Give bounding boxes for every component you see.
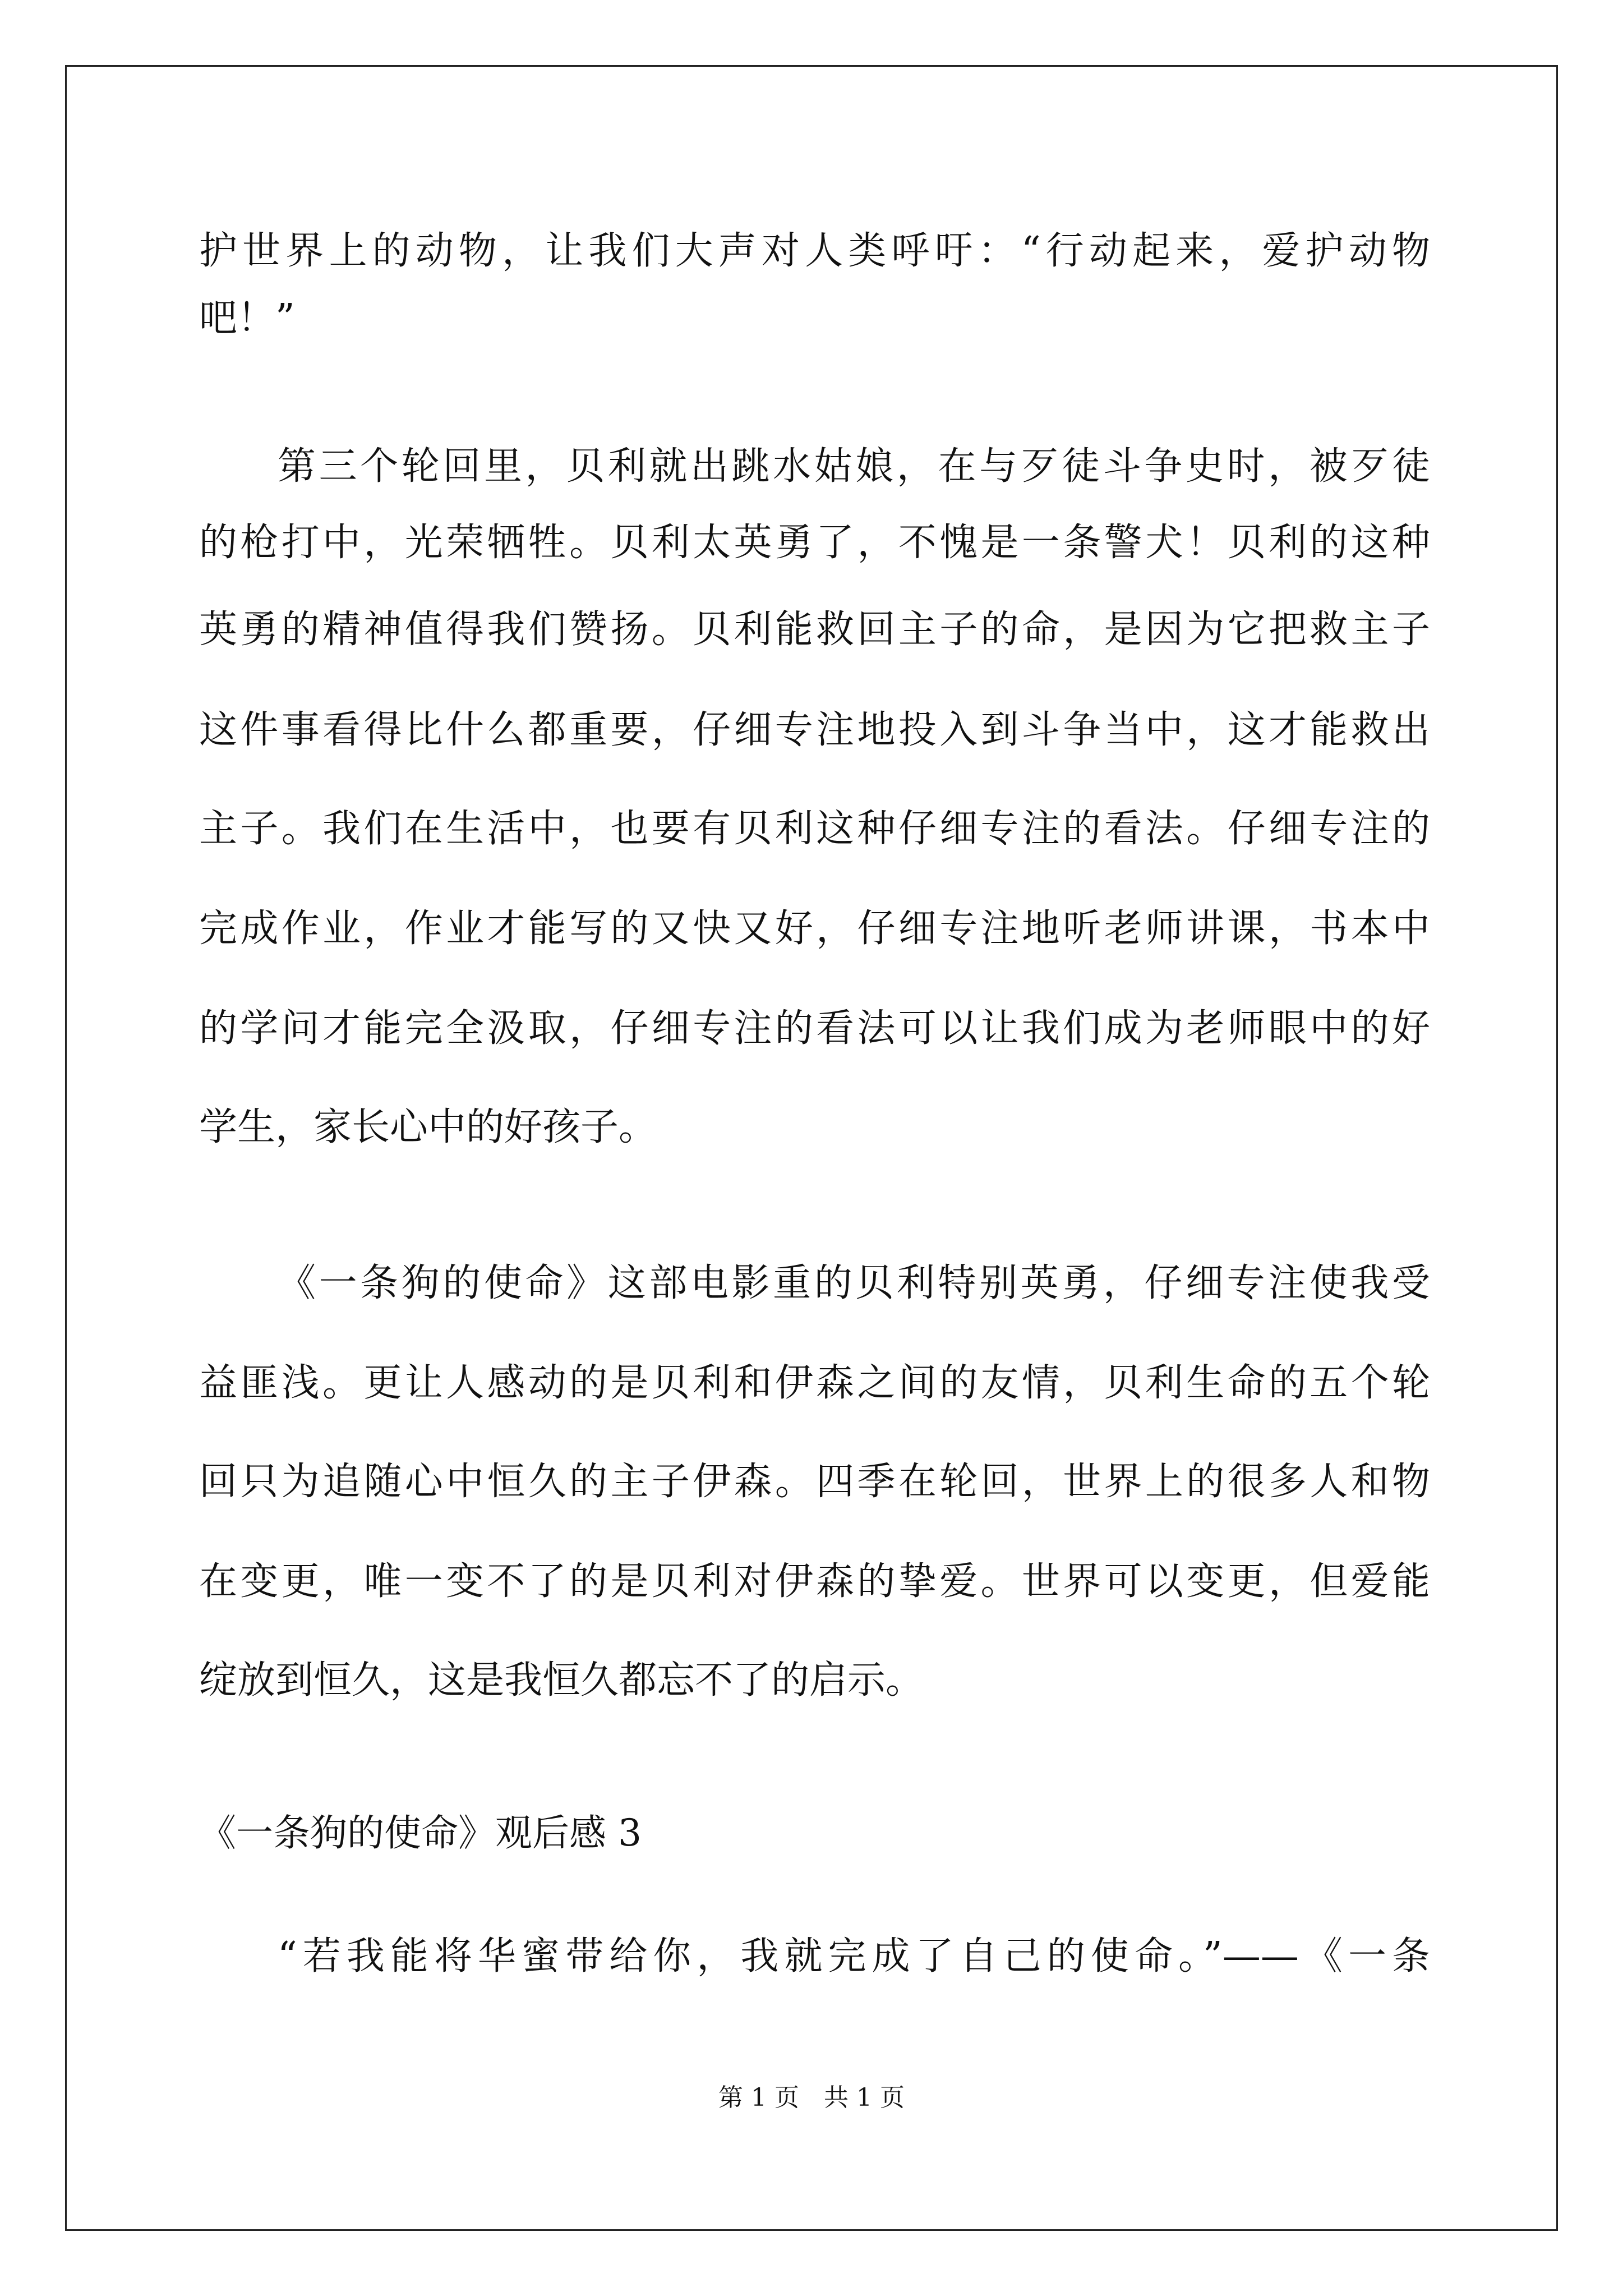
paragraph-2-line-5: 主子。我们在生活中，也要有贝利这种仔细专注的看法。仔细专注的 — [199, 807, 1430, 851]
paragraph-3-line-4: 在变更，唯一变不了的是贝利对伊森的挚爱。世界可以变更，但爱能 — [199, 1559, 1430, 1604]
last-paragraph-line: “若我能将华蜜带给你，我就完成了自己的使命。”——《一条 — [278, 1934, 1430, 1978]
paragraph-2-line-7: 的学问才能完全汲取，仔细专注的看法可以让我们成为老师眼中的好 — [199, 1006, 1430, 1051]
paragraph-1-line-2: 吧！” — [199, 296, 295, 341]
paragraph-2-line-8: 学生，家长心中的好孩子。 — [199, 1105, 657, 1149]
paragraph-1-line-1: 护世界上的动物，让我们大声对人类呼吁：“行动起来，爱护动物 — [199, 229, 1430, 273]
paragraph-2-line-4: 这件事看得比什么都重要，仔细专注地投入到斗争当中，这才能救出 — [199, 708, 1430, 752]
paragraph-2-line-3: 英勇的精神值得我们赞扬。贝利能救回主子的命，是因为它把救主子 — [199, 608, 1430, 652]
paragraph-2-line-6: 完成作业，作业才能写的又快又好，仔细专注地听老师讲课，书本中 — [199, 907, 1430, 951]
paragraph-3-line-3: 回只为追随心中恒久的主子伊森。四季在轮回，世界上的很多人和物 — [199, 1460, 1430, 1504]
paragraph-3-line-5: 绽放到恒久，这是我恒久都忘不了的启示。 — [199, 1658, 924, 1703]
paragraph-3-line-1: 《一条狗的使命》这部电影重的贝利特别英勇，仔细专注使我受 — [278, 1261, 1430, 1305]
paragraph-2-line-2: 的枪打中，光荣牺牲。贝利太英勇了，不愧是一条警犬！贝利的这种 — [199, 521, 1430, 565]
paragraph-3-line-2: 益匪浅。更让人感动的是贝利和伊森之间的友情，贝利生命的五个轮 — [199, 1361, 1430, 1405]
paragraph-2-line-1: 第三个轮回里，贝利就出跳水姑娘，在与歹徒斗争史时，被歹徒 — [278, 444, 1430, 489]
section-title: 《一条狗的使命》观后感 3 — [199, 1811, 642, 1855]
page-number: 第 1 页 共 1 页 — [718, 2083, 905, 2112]
